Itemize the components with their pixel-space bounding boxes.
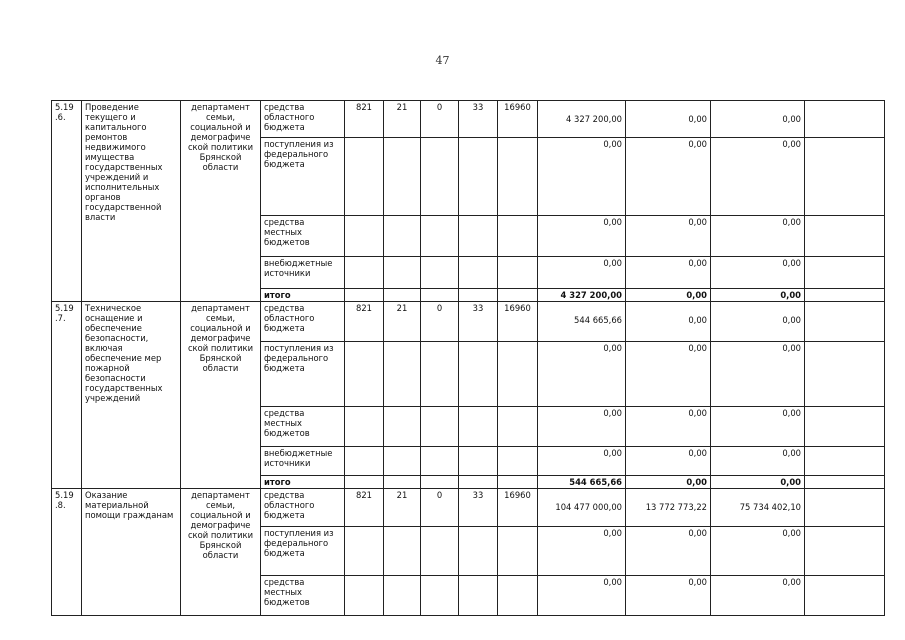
code-cell xyxy=(459,447,498,476)
item-name: Оказание материальной помощи гражданам xyxy=(82,489,181,616)
code-cell xyxy=(459,216,498,257)
amount-cell: 0,00 xyxy=(538,447,626,476)
empty-cell xyxy=(805,447,885,476)
amount-cell: 0,00 xyxy=(538,138,626,216)
funding-source: средства областного бюджета xyxy=(261,101,345,138)
amount-cell: 13 772 773,22 xyxy=(626,489,711,527)
empty-cell xyxy=(805,527,885,576)
code-cell: 33 xyxy=(459,489,498,527)
code-cell xyxy=(421,216,459,257)
amount-cell: 0,00 xyxy=(626,342,711,407)
amount-cell: 0,00 xyxy=(626,302,711,342)
amount-cell: 0,00 xyxy=(626,527,711,576)
funding-source: средства областного бюджета xyxy=(261,489,345,527)
amount-cell: 104 477 000,00 xyxy=(538,489,626,527)
funding-source: средства местных бюджетов xyxy=(261,216,345,257)
amount-cell: 0,00 xyxy=(538,257,626,289)
table-row xyxy=(52,489,885,527)
code-cell: 821 xyxy=(345,489,384,527)
item-name: Проведение текущего и капитального ремонтов недвижимого имущества государственных учреждений и исполнительных органов государственной власти xyxy=(82,101,181,302)
code-cell: 21 xyxy=(384,302,421,342)
amount-cell: 75 734 402,10 xyxy=(711,489,805,527)
empty-cell xyxy=(805,138,885,216)
code-cell xyxy=(384,527,421,576)
empty-cell xyxy=(805,289,885,302)
code-cell xyxy=(459,342,498,407)
amount-cell: 0,00 xyxy=(626,216,711,257)
code-cell xyxy=(498,342,538,407)
code-cell xyxy=(498,138,538,216)
item-name: Техническое оснащение и обеспечение безопасности, включая обеспечение мер пожарной безопасности государственных учреждений xyxy=(82,302,181,489)
code-cell xyxy=(421,257,459,289)
amount-cell: 0,00 xyxy=(626,476,711,489)
code-cell: 33 xyxy=(459,302,498,342)
funding-source: итого xyxy=(261,289,345,302)
amount-cell: 544 665,66 xyxy=(538,302,626,342)
code-cell xyxy=(421,576,459,616)
code-cell: 16960 xyxy=(498,101,538,138)
code-cell: 0 xyxy=(421,101,459,138)
empty-cell xyxy=(805,101,885,138)
budget-table xyxy=(51,100,885,616)
amount-cell: 0,00 xyxy=(711,476,805,489)
code-cell xyxy=(384,257,421,289)
funding-source: средства областного бюджета xyxy=(261,302,345,342)
empty-cell xyxy=(805,476,885,489)
amount-cell: 4 327 200,00 xyxy=(538,289,626,302)
code-cell: 0 xyxy=(421,302,459,342)
amount-cell: 0,00 xyxy=(538,407,626,447)
funding-source: внебюджетные источники xyxy=(261,257,345,289)
code-cell xyxy=(459,407,498,447)
code-cell xyxy=(345,342,384,407)
code-cell xyxy=(498,576,538,616)
code-cell xyxy=(498,407,538,447)
empty-cell xyxy=(805,216,885,257)
code-cell: 821 xyxy=(345,101,384,138)
code-cell xyxy=(459,576,498,616)
code-cell xyxy=(384,476,421,489)
table-row xyxy=(52,302,885,342)
amount-cell: 0,00 xyxy=(711,342,805,407)
department: департамент семьи, социальной и демографиче ской политики Брянской области xyxy=(181,489,261,616)
amount-cell: 0,00 xyxy=(711,527,805,576)
amount-cell: 0,00 xyxy=(711,447,805,476)
code-cell xyxy=(345,289,384,302)
amount-cell: 0,00 xyxy=(711,216,805,257)
item-index: 5.19 .8. xyxy=(52,489,82,616)
code-cell xyxy=(498,527,538,576)
code-cell xyxy=(498,289,538,302)
code-cell xyxy=(421,407,459,447)
code-cell xyxy=(421,447,459,476)
code-cell xyxy=(459,138,498,216)
amount-cell: 0,00 xyxy=(711,576,805,616)
empty-cell xyxy=(805,489,885,527)
code-cell xyxy=(421,289,459,302)
code-cell: 16960 xyxy=(498,489,538,527)
empty-cell xyxy=(805,407,885,447)
amount-cell: 0,00 xyxy=(711,257,805,289)
amount-cell: 0,00 xyxy=(711,302,805,342)
code-cell xyxy=(384,447,421,476)
funding-source: средства местных бюджетов xyxy=(261,576,345,616)
amount-cell: 0,00 xyxy=(538,576,626,616)
code-cell xyxy=(345,576,384,616)
funding-source: итого xyxy=(261,476,345,489)
code-cell xyxy=(459,527,498,576)
code-cell xyxy=(345,407,384,447)
amount-cell: 0,00 xyxy=(626,138,711,216)
code-cell xyxy=(384,289,421,302)
funding-source: внебюджетные источники xyxy=(261,447,345,476)
empty-cell xyxy=(805,576,885,616)
item-index: 5.19 .6. xyxy=(52,101,82,302)
code-cell xyxy=(498,447,538,476)
code-cell xyxy=(384,342,421,407)
amount-cell: 544 665,66 xyxy=(538,476,626,489)
code-cell xyxy=(421,342,459,407)
code-cell: 21 xyxy=(384,101,421,138)
funding-source: средства местных бюджетов xyxy=(261,407,345,447)
amount-cell: 0,00 xyxy=(626,101,711,138)
code-cell xyxy=(459,476,498,489)
amount-cell: 0,00 xyxy=(626,407,711,447)
code-cell: 0 xyxy=(421,489,459,527)
amount-cell: 0,00 xyxy=(538,527,626,576)
amount-cell: 0,00 xyxy=(626,257,711,289)
amount-cell: 4 327 200,00 xyxy=(538,101,626,138)
amount-cell: 0,00 xyxy=(626,576,711,616)
amount-cell: 0,00 xyxy=(711,138,805,216)
code-cell xyxy=(459,289,498,302)
code-cell: 16960 xyxy=(498,302,538,342)
code-cell xyxy=(459,257,498,289)
code-cell xyxy=(345,447,384,476)
code-cell xyxy=(345,257,384,289)
code-cell xyxy=(421,527,459,576)
amount-cell: 0,00 xyxy=(626,289,711,302)
code-cell xyxy=(345,216,384,257)
code-cell xyxy=(384,138,421,216)
code-cell xyxy=(345,527,384,576)
code-cell: 821 xyxy=(345,302,384,342)
code-cell: 33 xyxy=(459,101,498,138)
table-row xyxy=(52,101,885,138)
code-cell xyxy=(498,216,538,257)
page-number: 47 xyxy=(435,54,450,67)
code-cell xyxy=(421,138,459,216)
amount-cell: 0,00 xyxy=(711,289,805,302)
empty-cell xyxy=(805,302,885,342)
department: департамент семьи, социальной и демографиче ской политики Брянской области xyxy=(181,302,261,489)
code-cell xyxy=(384,407,421,447)
department: департамент семьи, социальной и демографиче ской политики Брянской области xyxy=(181,101,261,302)
code-cell: 21 xyxy=(384,489,421,527)
amount-cell: 0,00 xyxy=(711,407,805,447)
code-cell xyxy=(345,476,384,489)
amount-cell: 0,00 xyxy=(538,216,626,257)
code-cell xyxy=(498,257,538,289)
funding-source: поступления из федерального бюджета xyxy=(261,527,345,576)
code-cell xyxy=(421,476,459,489)
amount-cell: 0,00 xyxy=(538,342,626,407)
empty-cell xyxy=(805,257,885,289)
code-cell xyxy=(384,216,421,257)
item-index: 5.19 .7. xyxy=(52,302,82,489)
amount-cell: 0,00 xyxy=(626,447,711,476)
code-cell xyxy=(345,138,384,216)
code-cell xyxy=(498,476,538,489)
funding-source: поступления из федерального бюджета xyxy=(261,138,345,216)
code-cell xyxy=(384,576,421,616)
funding-source: поступления из федерального бюджета xyxy=(261,342,345,407)
amount-cell: 0,00 xyxy=(711,101,805,138)
empty-cell xyxy=(805,342,885,407)
